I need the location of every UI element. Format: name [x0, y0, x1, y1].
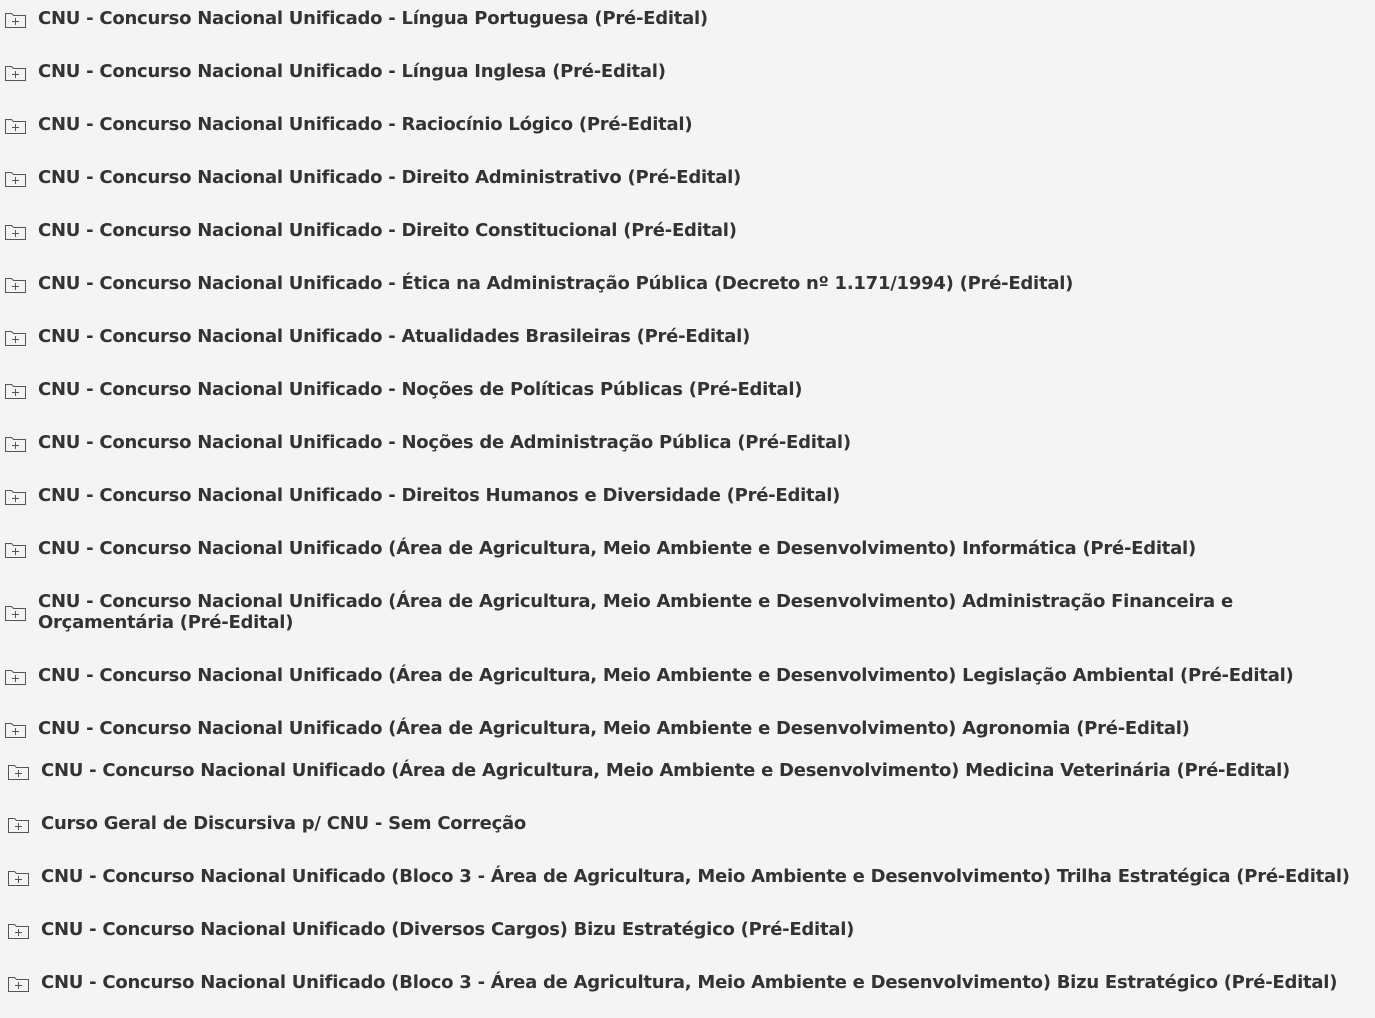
list-item-label[interactable]: CNU - Concurso Nacional Unificado - Noções de Políticas Públicas (Pré-Edital)	[38, 379, 803, 400]
list-item-label[interactable]: CNU - Concurso Nacional Unificado (Área de Agricultura, Meio Ambiente e Desenvolvimento) Informática (Pré-Edital)	[38, 538, 1196, 559]
folder-plus-icon[interactable]	[4, 667, 28, 687]
folder-plus-icon[interactable]	[4, 63, 28, 83]
list-item-label[interactable]: CNU - Concurso Nacional Unificado - Língua Inglesa (Pré-Edital)	[38, 61, 666, 82]
folder-plus-icon[interactable]	[4, 222, 28, 242]
folder-plus-icon[interactable]	[7, 868, 31, 888]
folder-plus-icon[interactable]	[7, 762, 31, 782]
folder-plus-icon[interactable]	[4, 328, 28, 348]
folder-plus-icon[interactable]	[4, 10, 28, 30]
list-item-label[interactable]: CNU - Concurso Nacional Unificado - Direito Constitucional (Pré-Edital)	[38, 220, 737, 241]
folder-plus-icon[interactable]	[4, 540, 28, 560]
folder-plus-icon[interactable]	[4, 275, 28, 295]
folder-plus-icon[interactable]	[4, 603, 28, 623]
list-item-label[interactable]: CNU - Concurso Nacional Unificado - Noções de Administração Pública (Pré-Edital)	[38, 432, 851, 453]
folder-plus-icon[interactable]	[4, 116, 28, 136]
folder-plus-icon[interactable]	[7, 815, 31, 835]
list-item-label[interactable]: Curso Geral de Discursiva p/ CNU - Sem Correção	[41, 813, 527, 834]
list-item-label[interactable]: CNU - Concurso Nacional Unificado - Ética na Administração Pública (Decreto nº 1.171/1994) (Pré-Edital)	[38, 273, 1074, 294]
list-item-label[interactable]: CNU - Concurso Nacional Unificado (Área de Agricultura, Meio Ambiente e Desenvolvimento) Agronomia (Pré-Edital)	[38, 718, 1190, 739]
folder-plus-icon[interactable]	[7, 974, 31, 994]
list-item-label[interactable]: CNU - Concurso Nacional Unificado - Direito Administrativo (Pré-Edital)	[38, 167, 742, 188]
folder-plus-icon[interactable]	[4, 434, 28, 454]
folder-plus-icon[interactable]	[4, 487, 28, 507]
list-item-label[interactable]: CNU - Concurso Nacional Unificado - Atualidades Brasileiras (Pré-Edital)	[38, 326, 751, 347]
list-item-label[interactable]: CNU - Concurso Nacional Unificado (Bloco 3 - Área de Agricultura, Meio Ambiente e Desenvolvimento) Trilha Estratégica (Pré-Edital)	[41, 866, 1350, 887]
folder-plus-icon[interactable]	[4, 720, 28, 740]
folder-plus-icon[interactable]	[4, 169, 28, 189]
list-item-label[interactable]: CNU - Concurso Nacional Unificado (Área de Agricultura, Meio Ambiente e Desenvolvimento) Legislação Ambiental (Pré-Edital)	[38, 665, 1294, 686]
list-item-label[interactable]: CNU - Concurso Nacional Unificado (Diversos Cargos) Bizu Estratégico (Pré-Edital)	[41, 919, 855, 940]
list-item-label[interactable]: CNU - Concurso Nacional Unificado (Bloco 3 - Área de Agricultura, Meio Ambiente e Desenvolvimento) Bizu Estratégico (Pré-Edital)	[41, 972, 1338, 993]
list-item-label[interactable]: CNU - Concurso Nacional Unificado (Área de Agricultura, Meio Ambiente e Desenvolvimento) Administração Financeira e Orçamentária (Pré-Edital)	[38, 591, 1233, 633]
folder-plus-icon[interactable]	[7, 921, 31, 941]
list-item-label[interactable]: CNU - Concurso Nacional Unificado - Língua Portuguesa (Pré-Edital)	[38, 8, 708, 29]
list-item-label[interactable]: CNU - Concurso Nacional Unificado - Direitos Humanos e Diversidade (Pré-Edital)	[38, 485, 841, 506]
list-item-label[interactable]: CNU - Concurso Nacional Unificado - Raciocínio Lógico (Pré-Edital)	[38, 114, 693, 135]
list-item-label[interactable]: CNU - Concurso Nacional Unificado (Área de Agricultura, Meio Ambiente e Desenvolvimento) Medicina Veterinária (Pré-Edital)	[41, 760, 1291, 781]
folder-plus-icon[interactable]	[4, 381, 28, 401]
